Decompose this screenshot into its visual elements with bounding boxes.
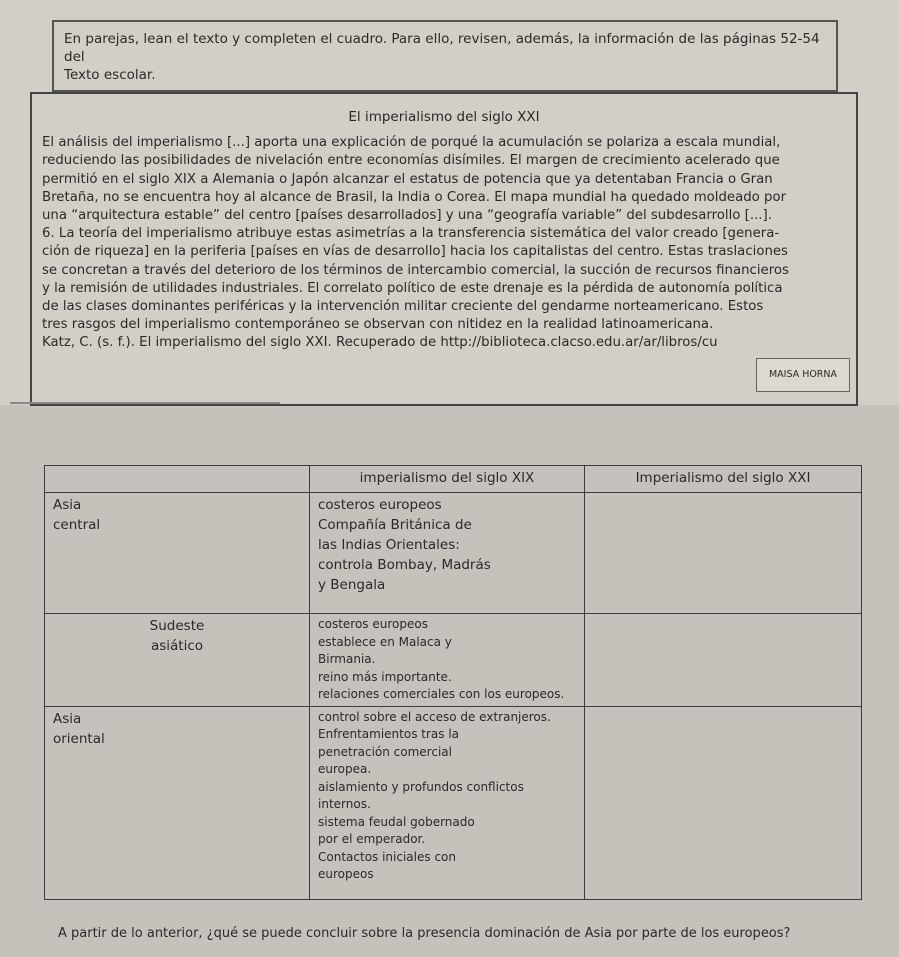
table-row <box>45 493 862 614</box>
xix-line: costeros europeos <box>318 617 428 631</box>
xxi-answer-cell[interactable] <box>585 706 862 899</box>
reading-line: reduciendo las posibilidades de nivelación entre economías disímiles. El margen de crecimiento acelerado que <box>42 153 780 169</box>
instructions-line-2: Texto escolar. <box>64 67 156 83</box>
reading-line: se concretan a través del deterioro de los términos de intercambio comercial, la succión de recursos financieros <box>42 262 789 278</box>
xix-line: aislamiento y profundos conflictos <box>318 779 524 794</box>
xix-line: Enfrentamientos tras la <box>318 727 459 741</box>
xix-line: relaciones comerciales con los europeos. <box>318 687 565 701</box>
xxi-answer-cell[interactable] <box>585 614 862 707</box>
region-cell <box>45 706 310 899</box>
xxi-answer-cell[interactable] <box>585 493 862 614</box>
divider-line <box>10 402 280 404</box>
reading-line: Bretaña, no se encuentra hoy al alcance de Brasil, la India o Corea. El mapa mundial ha quedado moldeado por <box>42 189 787 205</box>
region-label: oriental <box>53 730 105 747</box>
reading-line: El análisis del imperialismo [...] aporta una explicación de porqué la acumulación se polariza a escala mundial, <box>42 135 781 151</box>
region-label: Asia <box>53 497 82 513</box>
xix-line: penetración comercial <box>318 744 452 759</box>
header-xix: imperialismo del siglo XIX <box>310 466 585 493</box>
xix-line: reino más importante. <box>318 669 452 684</box>
xix-line: costeros europeos <box>318 497 442 513</box>
region-label: Asia <box>53 710 82 727</box>
region-label: asiático <box>150 638 204 654</box>
reading-line: ción de riqueza] en la periferia [países en vías de desarrollo] hacia los capitalistas del centro. Estas traslaciones <box>42 244 788 260</box>
header-xxi: Imperialismo del siglo XXI <box>585 466 862 493</box>
instructions-box <box>52 20 838 92</box>
region-cell <box>45 493 310 614</box>
table-row <box>45 614 862 707</box>
xix-line: Compañía Británica de <box>318 517 472 533</box>
reading-citation: Katz, C. (s. f.). El imperialismo del siglo XXI. Recuperado de http://biblioteca.clacso.edu.ar/ar/libros/cu <box>42 335 718 351</box>
region-cell <box>45 614 310 707</box>
xix-cell <box>310 614 585 707</box>
reading-line: 6. La teoría del imperialismo atribuye estas asimetrías a la transferencia sistemática del valor creado [genera- <box>42 226 780 242</box>
instructions-line-1: En parejas, lean el texto y completen el cuadro. Para ello, revisen, además, la información de las páginas 52-54 del <box>64 31 820 65</box>
reading-title: El imperialismo del siglo XXI <box>348 109 540 125</box>
xix-line: sistema feudal gobernado <box>318 814 475 829</box>
header-region <box>45 466 310 493</box>
reading-line: permitió en el siglo XIX a Alemania o Japón alcanzar el estatus de potencia que ya detentaban Francia o Gran <box>42 171 773 187</box>
name-stamp: MAISA HORNA <box>756 358 850 392</box>
xix-line: europeos <box>318 867 374 881</box>
xix-line: y Bengala <box>318 577 386 593</box>
reading-line: de las clases dominantes periféricas y la intervención militar creciente del gendarme norteamericano. Estos <box>42 299 764 315</box>
region-label: central <box>53 517 101 533</box>
xix-line: control sobre el acceso de extranjeros. <box>318 709 551 724</box>
xix-line: europea. <box>318 762 372 776</box>
table-row <box>45 706 862 899</box>
reading-line: tres rasgos del imperialismo contemporáneo se observan con nitidez en la realidad latinoamericana. <box>42 317 714 333</box>
reading-box <box>30 92 858 406</box>
conclusion-question: A partir de lo anterior, ¿qué se puede concluir sobre la presencia dominación de Asia por parte de los europeos? <box>58 926 791 941</box>
xix-line: internos. <box>318 797 371 811</box>
xix-line: establece en Malaca y <box>318 634 452 649</box>
comparison-table <box>44 465 862 900</box>
xix-line: controla Bombay, Madrás <box>318 557 491 573</box>
reading-line: una “arquitectura estable” del centro [países desarrollados] y una “geografía variable” del subdesarrollo [...]. <box>42 208 772 224</box>
region-label: Sudeste <box>149 618 205 634</box>
xix-line: las Indias Orientales: <box>318 537 460 553</box>
reading-line: y la remisión de utilidades industriales. El correlato político de este drenaje es la pérdida de autonomía política <box>42 280 783 296</box>
xix-line: Contactos iniciales con <box>318 849 456 864</box>
xix-cell <box>310 493 585 614</box>
xix-line: Birmania. <box>318 652 376 666</box>
xix-cell <box>310 706 585 899</box>
table-header-row <box>45 466 862 493</box>
xix-line: por el emperador. <box>318 832 426 846</box>
